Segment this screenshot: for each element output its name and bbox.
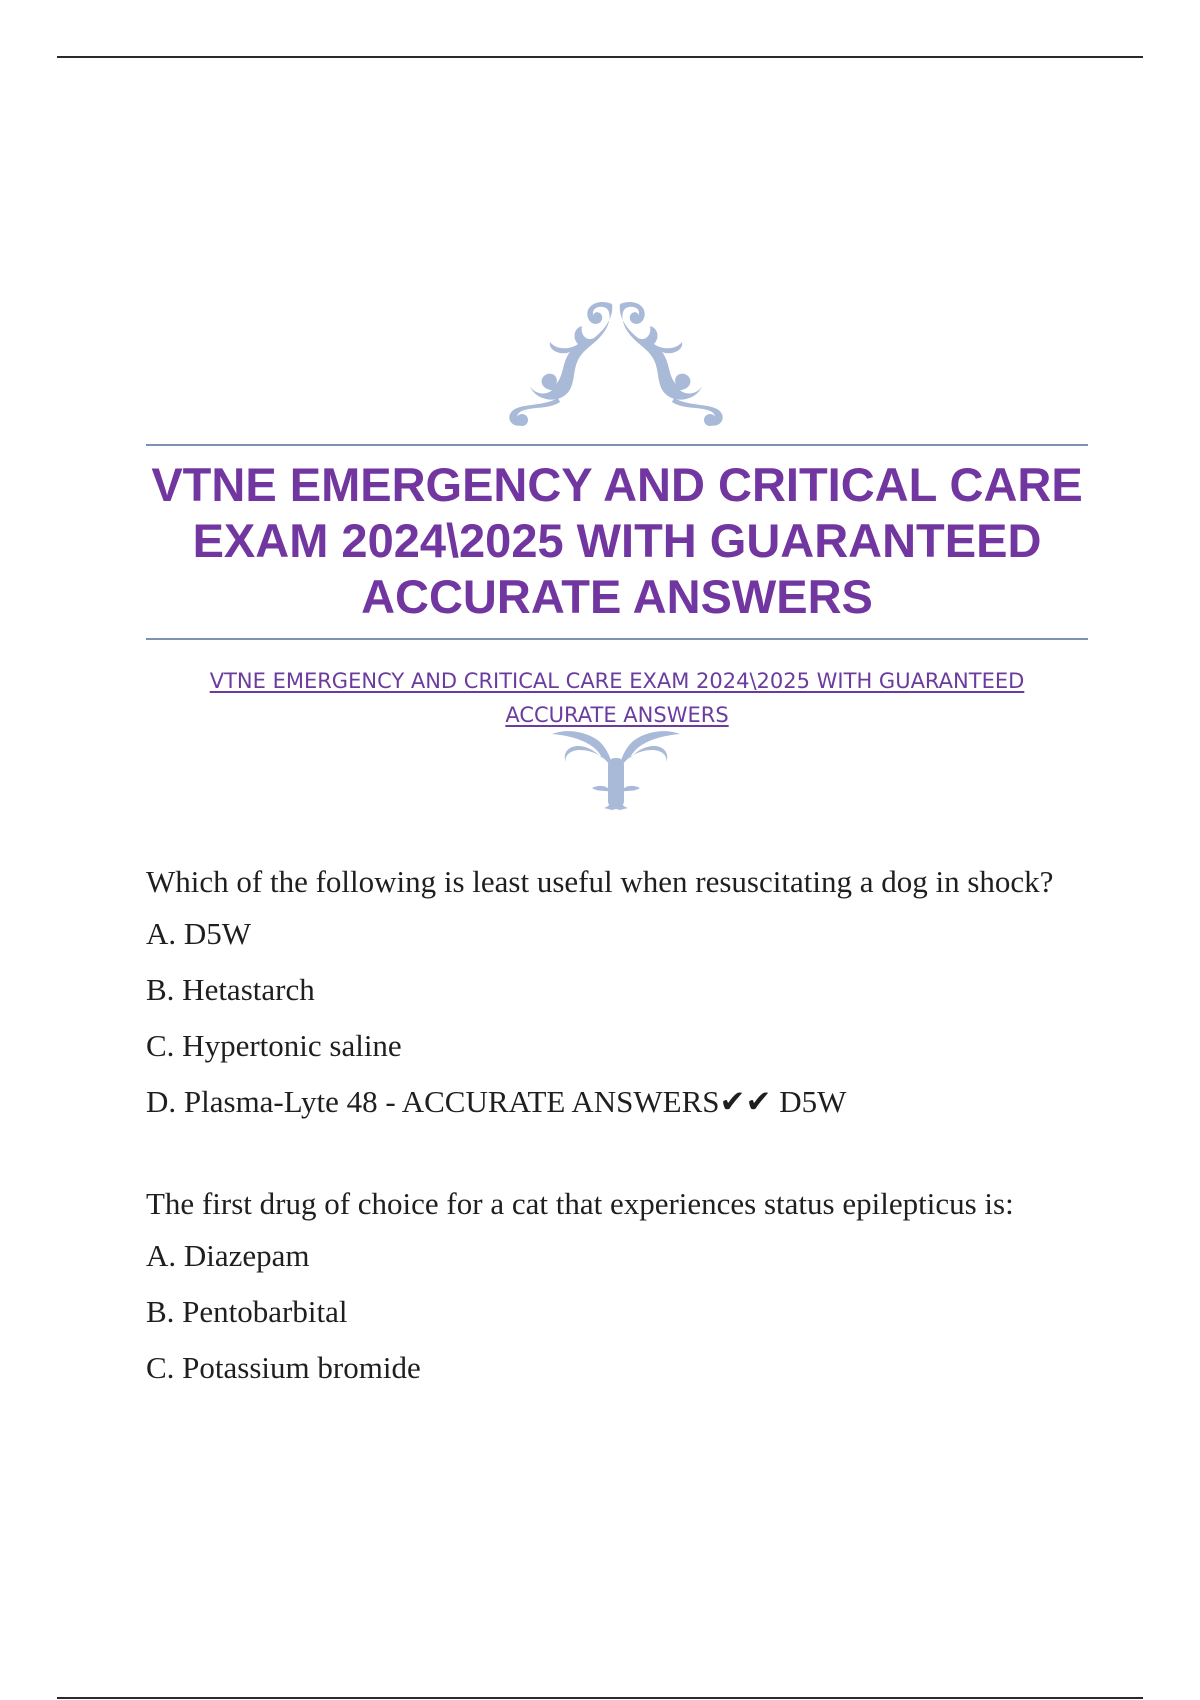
title-top-rule — [146, 444, 1088, 446]
title-bottom-rule — [146, 638, 1088, 640]
answer-option: C. Hypertonic saline — [146, 1028, 402, 1063]
question-list — [146, 862, 1066, 1396]
page-bottom-rule — [57, 1697, 1143, 1699]
floral-divider-icon — [548, 728, 684, 810]
question-text: Which of the following is least useful when resuscitating a dog in shock? — [146, 864, 1054, 899]
question-item — [146, 1184, 1066, 1396]
answer-option: A. Diazepam — [146, 1238, 310, 1273]
document-title: VTNE EMERGENCY AND CRITICAL CARE EXAM 2024\2025 WITH GUARANTEED ACCURATE ANSWERS — [151, 458, 1083, 623]
answer-option-with-answer: D. Plasma-Lyte 48 - ACCURATE ANSWERS✔✔ D5W — [146, 1084, 847, 1119]
page-top-rule — [57, 56, 1143, 58]
answer-option: B. Pentobarbital — [146, 1294, 348, 1329]
question-text: The first drug of choice for a cat that experiences status epilepticus is: — [146, 1186, 1014, 1221]
floral-ornament-icon — [500, 298, 732, 428]
question-item — [146, 862, 1066, 1130]
answer-option: C. Potassium bromide — [146, 1350, 421, 1385]
document-subtitle-link[interactable]: VTNE EMERGENCY AND CRITICAL CARE EXAM 2024\2025 WITH GUARANTEED ACCURATE ANSWERS — [209, 669, 1025, 727]
answer-option: B. Hetastarch — [146, 972, 315, 1007]
answer-option: A. D5W — [146, 916, 252, 951]
